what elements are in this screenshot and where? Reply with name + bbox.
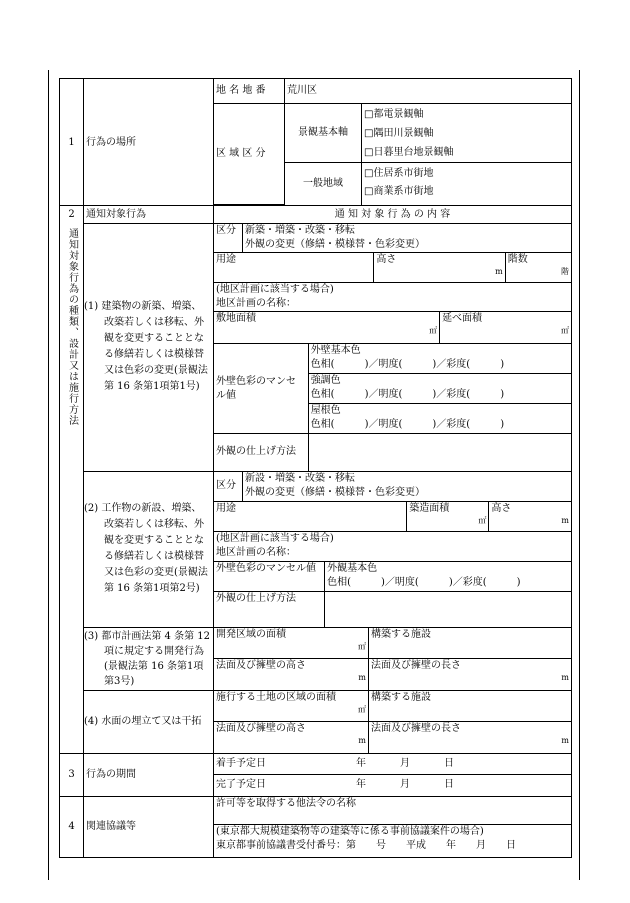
ippan-options[interactable] — [362, 163, 572, 205]
s1-num: 1 — [60, 79, 84, 206]
item3-norimen-h[interactable]: 法面及び擁壁の高さ m — [214, 659, 369, 690]
ippan-option-jukyo[interactable]: □住居系市街地 — [364, 168, 434, 179]
item1-shiage-value[interactable] — [308, 434, 571, 471]
item2-content — [214, 471, 572, 627]
s2-header-right: 通 知 対 象 行 為 の 内 容 — [214, 206, 572, 224]
keikan-option-sumida[interactable]: □隅田川景観軸 — [364, 128, 434, 139]
item1-nobe[interactable]: 延べ面積 ㎡ — [440, 312, 571, 344]
item1-desc: (1) 建築物の新築、増築、改築若しくは移転、外観を変更することとなる修繕若しくは模様替又は色彩の変更(景観法第 16 条第1項第1号) — [84, 224, 214, 472]
item4-content — [214, 690, 572, 753]
item4-kouchiku[interactable]: 構築する施設 — [369, 691, 572, 722]
item3-norimen-l[interactable]: 法面及び擁壁の長さ m — [369, 659, 572, 690]
item1-content — [214, 224, 572, 472]
s4-content — [214, 796, 572, 857]
chimei-value[interactable]: 荒川区 — [285, 79, 572, 103]
notification-form — [59, 78, 572, 858]
item1-gaiheki-label: 外壁色彩のマンセル値 — [214, 344, 308, 434]
item2-shiage-value[interactable] — [325, 592, 571, 627]
item1-color-accent[interactable]: 強調色 色相( )／明度( )／彩度( ) — [308, 374, 571, 404]
form-table — [59, 78, 572, 858]
s4-label: 関連協議等 — [84, 796, 214, 857]
ippan-label: 一般地域 — [285, 163, 362, 205]
item1-color-roof[interactable]: 屋根色 色相( )／明度( )／彩度( ) — [308, 404, 571, 434]
keikan-option-nippori[interactable]: □日暮里台地景観軸 — [364, 147, 454, 158]
s3-content — [214, 753, 572, 796]
other-law-field[interactable]: 許可等を取得する他法令の名称 — [214, 797, 571, 825]
item1-shiage-label: 外観の仕上げ方法 — [214, 434, 308, 471]
kuiki-block — [214, 104, 572, 206]
s1-label: 行為の場所 — [84, 79, 214, 206]
ippan-option-shogyo[interactable]: □商業系市街地 — [364, 186, 434, 197]
keikan-option-toden[interactable]: □都電景観軸 — [364, 109, 424, 120]
item2-desc: (2) 工作物の新設、増築、改築若しくは移転、外観を変更することとなる修繕若しくは模様替又は色彩の変更(景観法第 16 条第1項第2号) — [84, 471, 214, 627]
item2-kubun-label: 区分 — [214, 472, 243, 502]
s2-vertical-label: 通知対象行為の種類、設計又は施行方法 — [60, 224, 84, 754]
item2-color-base[interactable]: 外観基本色 色相( )／明度( )／彩度( ) — [325, 562, 571, 592]
kuiki-label: 区 域 区 分 — [214, 104, 285, 205]
keikan-axis-label: 景観基本軸 — [285, 104, 362, 163]
s3-num: 3 — [60, 753, 84, 796]
item2-youto[interactable]: 用途 — [214, 502, 407, 532]
item4-desc: (4) 水面の埋立て又は干拓 — [84, 690, 214, 753]
s2-header-left: 通知対象行為 — [84, 206, 214, 224]
item2-shiage-label: 外観の仕上げ方法 — [214, 592, 325, 627]
item3-kaihatsu[interactable]: 開発区域の面積 ㎡ — [214, 628, 369, 659]
item1-chiku[interactable]: (地区計画に該当する場合) 地区計画の名称： — [214, 283, 571, 312]
item3-content — [214, 627, 572, 690]
item2-takasa[interactable]: 高さ m — [489, 502, 571, 532]
item2-gaiheki-label: 外壁色彩のマンセル値 — [214, 562, 325, 592]
item1-kubun[interactable]: 新築・増築・改築・移転 外観の変更（修繕・模様替・色彩変更） — [243, 224, 572, 253]
item1-kubun-label: 区分 — [214, 224, 243, 253]
item4-norimen-h[interactable]: 法面及び擁壁の高さ m — [214, 722, 369, 753]
item1-shikichi[interactable]: 敷地面積 ㎡ — [214, 312, 440, 344]
item3-kouchiku[interactable]: 構築する施設 — [369, 628, 572, 659]
s4-num: 4 — [60, 796, 84, 857]
item2-kubun[interactable]: 新設・増築・改築・移転 外観の変更（修繕・模様替・色彩変更） — [243, 472, 572, 502]
item1-takasa[interactable]: 高さ m — [374, 253, 505, 283]
item4-norimen-l[interactable]: 法面及び擁壁の長さ m — [369, 722, 572, 753]
tokyo-consult-field[interactable]: (東京都大規模建築物等の建築等に係る事前協議案件の場合) 東京都事前協議書受付番号：第 号 平成 年 月 日 — [214, 825, 571, 857]
item1-kaisu[interactable]: 階数 階 — [505, 253, 571, 283]
s3-label: 行為の期間 — [84, 753, 214, 796]
item2-chiku[interactable]: (地区計画に該当する場合) 地区計画の名称： — [214, 532, 571, 562]
keikan-axis-options[interactable] — [362, 104, 572, 163]
item1-color-base[interactable]: 外壁基本色 色相( )／明度( )／彩度( ) — [308, 344, 571, 374]
item1-youto[interactable]: 用途 — [214, 253, 374, 283]
item2-chikuzou[interactable]: 築造面積 ㎡ — [407, 502, 489, 532]
end-date-row[interactable]: 完了予定日 年 月 日 — [214, 775, 571, 796]
item4-sekou[interactable]: 施行する土地の区域の面積 ㎡ — [214, 691, 369, 722]
chimei-row — [214, 79, 572, 104]
chimei-label: 地 名 地 番 — [214, 79, 285, 103]
start-date-row[interactable]: 着手予定日 年 月 日 — [214, 754, 571, 775]
s2-num: 2 — [60, 206, 84, 224]
item3-desc: (3) 都市計画法第 4 条第 12 項に規定する開発行為(景観法第 16 条第1項第3号) — [84, 627, 214, 690]
